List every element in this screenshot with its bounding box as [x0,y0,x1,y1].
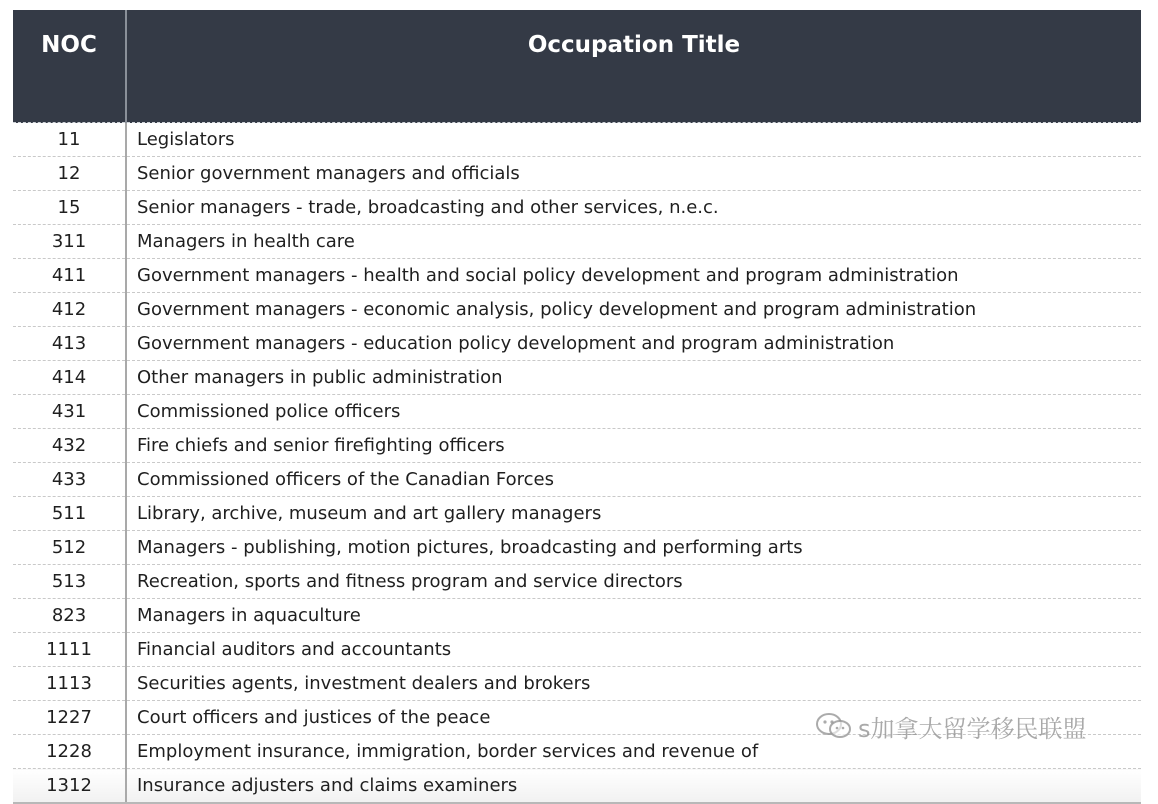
occupation-title-cell: Recreation, sports and fitness program and service directors [126,565,1141,599]
noc-code-cell: 431 [13,395,126,429]
noc-code-cell: 1227 [13,701,126,735]
noc-code-cell: 412 [13,293,126,327]
table-row [13,463,1141,497]
noc-code-cell: 1228 [13,735,126,769]
table-row [13,293,1141,327]
table-row [13,667,1141,701]
occupation-title-cell: Managers in aquaculture [126,599,1141,633]
noc-code-cell: 413 [13,327,126,361]
table-row [13,769,1141,804]
occupation-title-cell: Employment insurance, immigration, border services and revenue of [126,735,1141,769]
table-row [13,735,1141,769]
noc-code-cell: 823 [13,599,126,633]
occupation-title-cell: Securities agents, investment dealers and brokers [126,667,1141,701]
noc-code-cell: 432 [13,429,126,463]
noc-code-cell: 1113 [13,667,126,701]
table-row [13,565,1141,599]
table-body [13,123,1141,804]
noc-code-cell: 15 [13,191,126,225]
table-row [13,225,1141,259]
noc-code-cell: 433 [13,463,126,497]
noc-code-cell: 11 [13,123,126,157]
noc-code-cell: 511 [13,497,126,531]
occupation-title-cell: Government managers - education policy development and program administration [126,327,1141,361]
occupation-title-cell: Government managers - health and social policy development and program administration [126,259,1141,293]
noc-code-cell: 1111 [13,633,126,667]
column-header-noc: NOC [13,10,126,123]
occupation-title-cell: Insurance adjusters and claims examiners [126,769,1141,804]
occupation-title-cell: Library, archive, museum and art gallery managers [126,497,1141,531]
noc-code-cell: 311 [13,225,126,259]
table-row [13,259,1141,293]
occupation-title-cell: Commissioned police officers [126,395,1141,429]
table-row [13,191,1141,225]
table-row [13,497,1141,531]
watermark-text: s加拿大留学移民联盟 [858,714,1087,743]
noc-code-cell: 513 [13,565,126,599]
noc-code-cell: 1312 [13,769,126,804]
occupation-title-cell: Senior government managers and officials [126,157,1141,191]
table-row [13,531,1141,565]
occupation-title-cell: Fire chiefs and senior firefighting officers [126,429,1141,463]
table-header [13,10,1141,123]
noc-code-cell: 512 [13,531,126,565]
table-row [13,395,1141,429]
occupation-title-cell: Other managers in public administration [126,361,1141,395]
header-row [13,10,1141,123]
table-row [13,327,1141,361]
column-header-title: Occupation Title [126,10,1141,123]
occupation-title-cell: Senior managers - trade, broadcasting and other services, n.e.c. [126,191,1141,225]
occupation-title-cell: Managers - publishing, motion pictures, broadcasting and performing arts [126,531,1141,565]
noc-table-container [13,10,1141,804]
table-row [13,701,1141,735]
occupation-title-cell: Legislators [126,123,1141,157]
occupation-title-cell: Court officers and justices of the peace [126,701,1141,735]
occupation-title-cell: Commissioned officers of the Canadian Forces [126,463,1141,497]
occupation-title-cell: Government managers - economic analysis, policy development and program administration [126,293,1141,327]
noc-code-cell: 414 [13,361,126,395]
noc-table [13,10,1141,804]
occupation-title-cell: Financial auditors and accountants [126,633,1141,667]
noc-code-cell: 411 [13,259,126,293]
table-row [13,361,1141,395]
table-row [13,633,1141,667]
table-row [13,429,1141,463]
occupation-title-cell: Managers in health care [126,225,1141,259]
table-row [13,157,1141,191]
table-row [13,123,1141,157]
noc-code-cell: 12 [13,157,126,191]
table-row [13,599,1141,633]
